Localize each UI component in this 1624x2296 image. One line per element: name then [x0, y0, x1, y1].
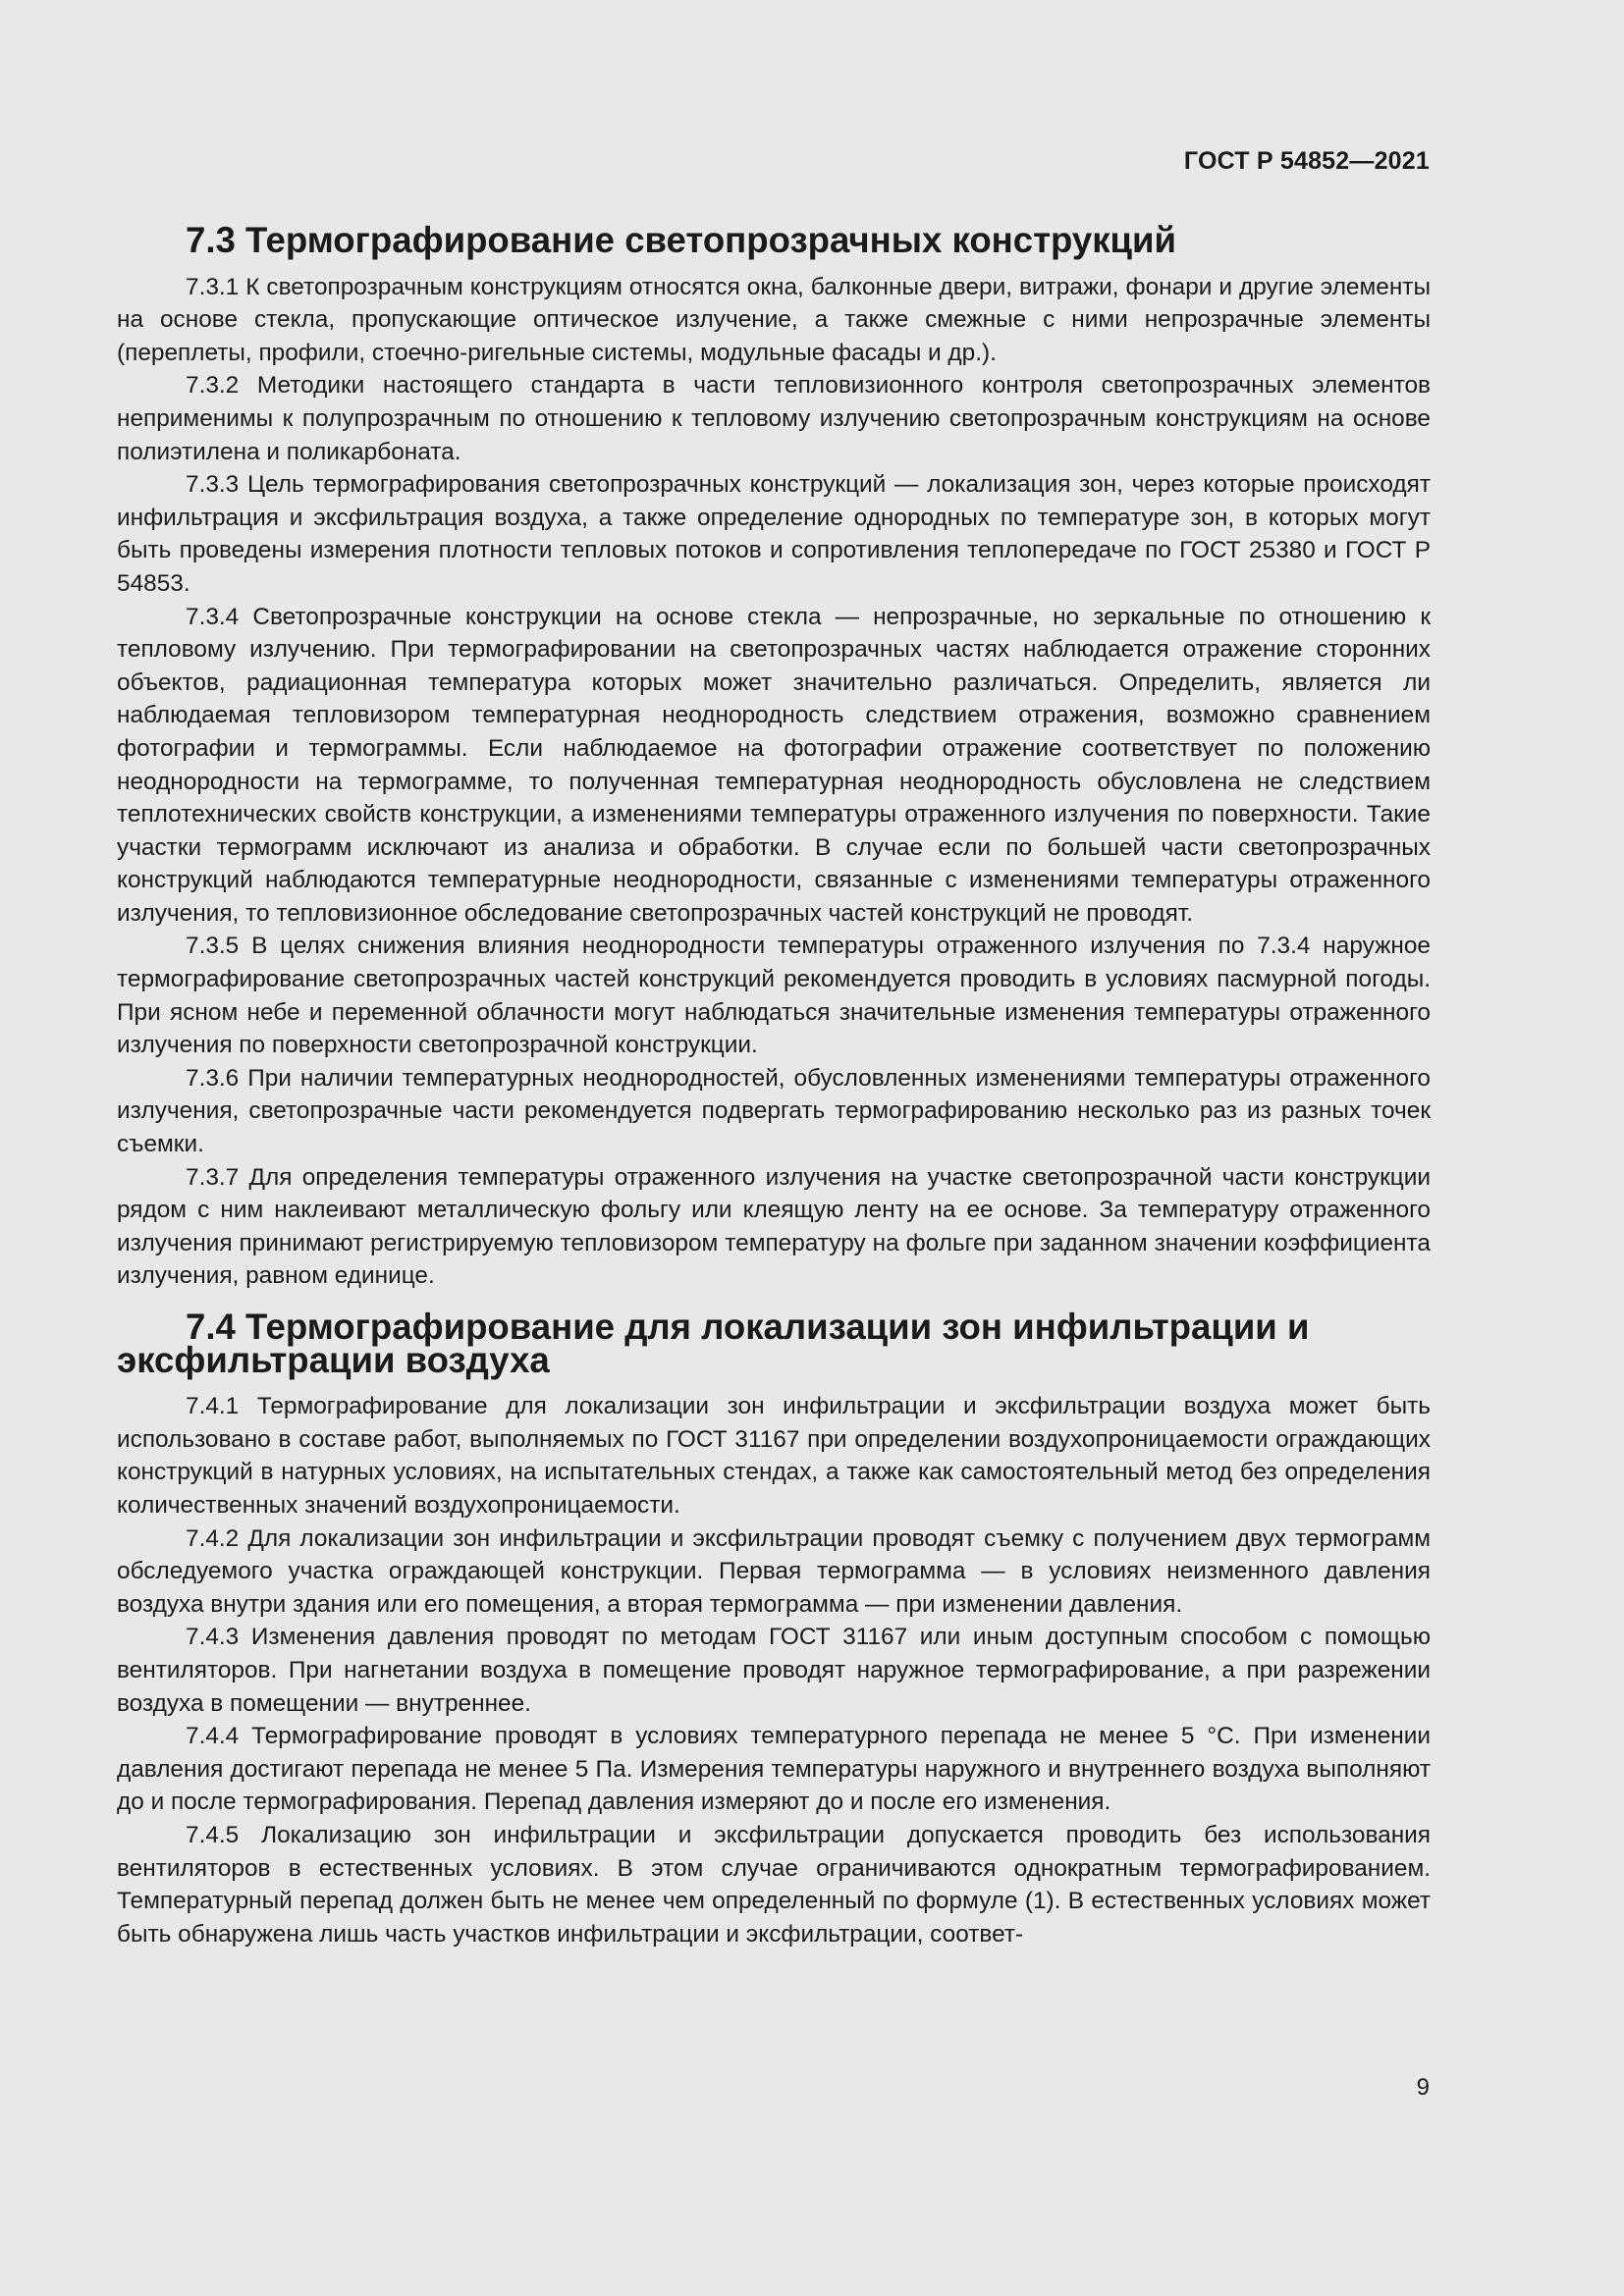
paragraph-7-3-2: 7.3.2 Методики настоящего стандарта в части тепловизионного контроля светопрозрачных элементов неприменимы к полупрозрачным по отношению к тепловому излучению светопрозрачным конструкциям на основе полиэтилена и поликарбоната.	[117, 372, 1431, 465]
paragraph-7-4-3: 7.4.3 Изменения давления проводят по методам ГОСТ 31167 или иным доступным способом с помощью вентиляторов. При нагнетании воздуха в помещение проводят наружное термографирование, а при разрежении воздуха в помещении — внутреннее.	[117, 1624, 1431, 1717]
paragraph-7-3-5: 7.3.5 В целях снижения влияния неоднородности температуры отраженного излучения по 7.3.4 наружное термографирование светопрозрачных частей конструкций рекомендуется проводить в условиях пасмурной погоды. При ясном небе и переменной облачности могут наблюдаться значительные изменения температуры отраженного излучения по поверхности светопрозрачной конструкции.	[117, 933, 1431, 1059]
document-body	[117, 220, 1431, 1950]
section-heading-7-4: 7.4 Термографирование для локализации зон инфильтрации и эксфильтрации воздуха	[117, 1307, 1310, 1380]
paragraph-7-4-4: 7.4.4 Термографирование проводят в условиях температурного перепада не менее 5 °C. При изменении давления достигают перепада не менее 5 Па. Измерения температуры наружного и внутреннего воздуха выполняют до и после термографирования. Перепад давления измеряют до и после его изменения.	[117, 1723, 1431, 1816]
paragraph-7-3-1: 7.3.1 К светопрозрачным конструкциям относятся окна, балконные двери, витражи, фонари и другие элементы на основе стекла, пропускающие оптическое излучение, а также смежные с ними непрозрачные элементы (переплеты, профили, стоечно-ригельные системы, модульные фасады и др.).	[117, 273, 1431, 366]
paragraph-7-3-7: 7.3.7 Для определения температуры отраженного излучения на участке светопрозрачной части конструкции рядом с ним наклеивают металлическую фольгу или клеящую ленту на ее основе. За температуру отраженного излучения принимают регистрируемую тепловизором температуру на фольге при заданном значении коэффициента излучения, равном единице.	[117, 1163, 1431, 1290]
paragraph-7-4-5: 7.4.5 Локализацию зон инфильтрации и эксфильтрации допускается проводить без использования вентиляторов в естественных условиях. В этом случае ограничиваются однократным термографированием. Температурный перепад должен быть не менее чем определенный по формуле (1). В естественных условиях может быть обнаружена лишь часть участков инфильтрации и эксфильтрации, соответ-	[117, 1821, 1431, 1948]
paragraph-7-3-4: 7.3.4 Светопрозрачные конструкции на основе стекла — непрозрачные, но зеркальные по отношению к тепловому излучению. При термографировании на светопрозрачных частях наблюдается отражение сторонних объектов, радиационная температура которых может значительно различаться. Определить, является ли наблюдаемая тепловизором температурная неоднородность следствием отражения, возможно сравнением фотографии и термограммы. Если наблюдаемое на фотографии отражение соответствует по положению неоднородности на термограмме, то полученная температурная неоднородность обусловлена не следствием теплотехнических свойств конструкции, а изменениями температуры отраженного излучения по поверхности. Такие участки термограмм исключают из анализа и обработки. В случае если по большей части светопрозрачных конструкций наблюдаются температурные неоднородности, связанные с изменениями температуры отраженного излучения, то тепловизионное обследование светопрозрачных частей конструкций не проводят.	[117, 603, 1431, 927]
paragraph-7-3-3: 7.3.3 Цель термографирования светопрозрачных конструкций — локализация зон, через которые происходят инфильтрация и эксфильтрация воздуха, а также определение однородных по температуре зон, в которых могут быть проведены измерения плотности тепловых потоков и сопротивления теплопередаче по ГОСТ 25380 и ГОСТ Р 54853.	[117, 471, 1431, 597]
paragraph-7-3-6: 7.3.6 При наличии температурных неоднородностей, обусловленных изменениями температуры отраженного излучения, светопрозрачные части рекомендуется подвергать термографированию несколько раз из разных точек съемки.	[117, 1064, 1431, 1158]
paragraph-7-4-2: 7.4.2 Для локализации зон инфильтрации и эксфильтрации проводят съемку с получением двух термограмм обследуемого участка ограждающей конструкции. Первая термограмма — в условиях неизменного давления воздуха внутри здания или его помещения, а вторая термограмма — при изменении давления.	[117, 1524, 1431, 1618]
section-heading-7-3: 7.3 Термографирование светопрозрачных конструкций	[186, 220, 1176, 260]
paragraph-7-4-1: 7.4.1 Термографирование для локализации зон инфильтрации и эксфильтрации воздуха может быть использовано в составе работ, выполняемых по ГОСТ 31167 при определении воздухопроницаемости ограждающих конструкций в натурных условиях, на испытательных стендах, а также как самостоятельный метод без определения количественных значений воздухопроницаемости.	[117, 1393, 1431, 1519]
page-number: 9	[1416, 2074, 1430, 2101]
document-code-header: ГОСТ Р 54852—2021	[1183, 147, 1430, 175]
